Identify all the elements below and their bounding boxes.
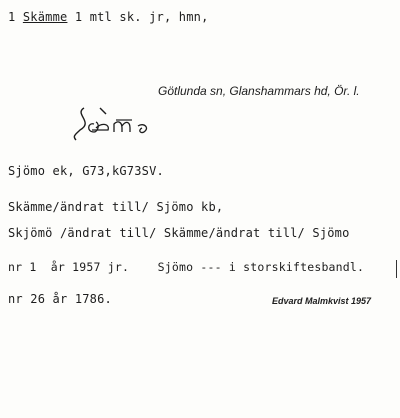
header-line [8, 10, 209, 24]
phonetic-transcription [64, 100, 174, 144]
author-credit: Edvard Malmkvist 1957 [272, 296, 372, 306]
card-number: 1 [8, 10, 16, 24]
record-line-2: nr 26 år 1786. [8, 292, 112, 306]
card-edge-mark [396, 260, 397, 278]
ek-line: Sjömo ek, G73,kG73SV. [8, 164, 164, 178]
changes-line-1: Skämme/ändrat till/ Sjömo kb, [8, 200, 224, 214]
place-name: Skämme [22, 10, 68, 24]
record-line-1: nr 1 år 1957 jr. Sjömo --- i storskiftesbandl. [8, 260, 365, 274]
location-label: Götlunda sn, Glanshammars hd, Ör. l. [158, 84, 360, 98]
header-details: 1 mtl sk. jr, hmn, [67, 10, 209, 24]
changes-line-2: Skjömö /ändrat till/ Skämme/ändrat till/ Sjömo [8, 226, 350, 240]
